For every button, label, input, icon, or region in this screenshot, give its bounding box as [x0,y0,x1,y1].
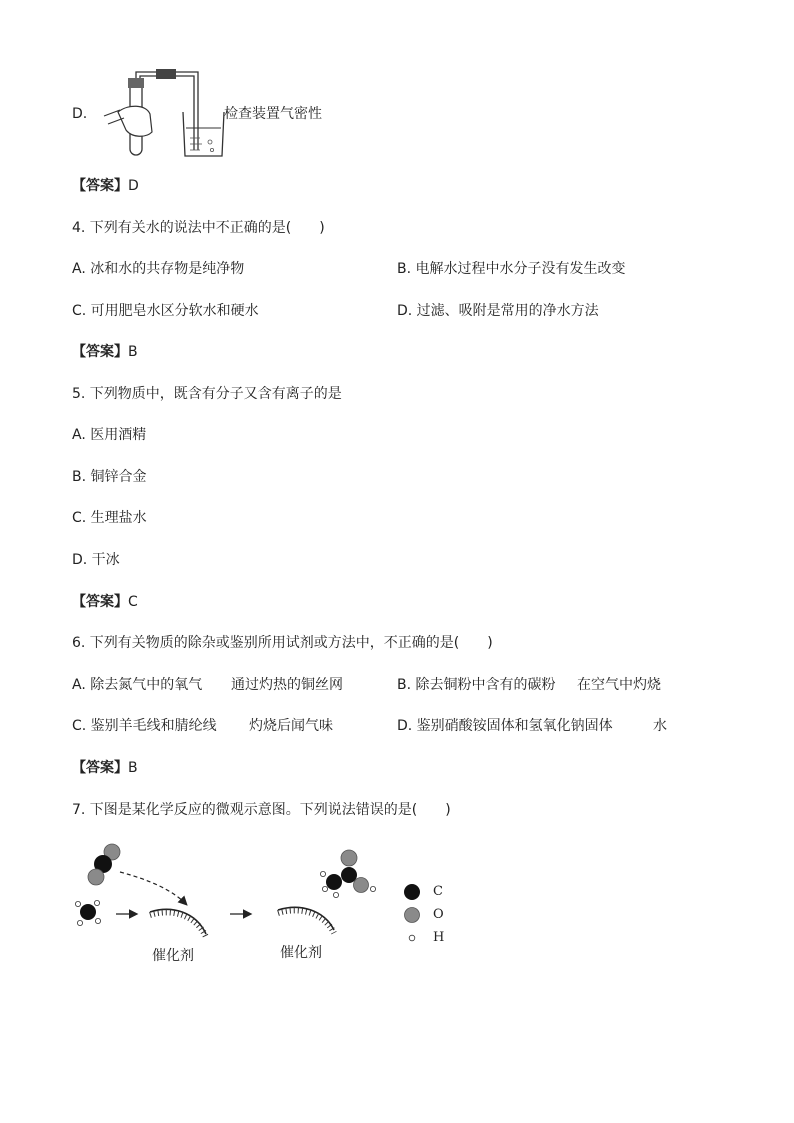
q6-option-c: C. 鉴别羊毛线和腈纶线 [72,718,217,734]
q6-option-d: D. 鉴别硝酸铵固体和氢氧化钠固体 [397,718,613,734]
q4-option-b: B. 电解水过程中水分子没有发生改变 [397,261,626,277]
answer-label: 【答案】 [72,760,128,776]
answer-label: 【答案】 [72,344,128,360]
legend-label-h: H [433,930,445,945]
answer-value: B [128,344,138,360]
q5-option-a: A. 医用酒精 [72,427,147,443]
answer-label: 【答案】 [72,178,128,194]
answer-label: 【答案】 [72,594,128,610]
answer-value: D [128,178,139,194]
q6-answer [72,759,138,777]
q4-option-c: C. 可用肥皂水区分软水和硬水 [72,303,259,319]
q4-answer [72,343,138,361]
q4-option-d: D. 过滤、吸附是常用的净水方法 [397,303,599,319]
catalyst-label-2: 催化剂 [280,945,322,961]
answer-value: C [128,594,138,610]
q6-option-d-method: 水 [653,718,667,734]
answer-value: B [128,760,138,776]
q5-option-d: D. 干冰 [72,552,120,568]
legend-hydrogen-dot [409,935,415,941]
q5-answer [72,593,138,611]
q4-stem: 4. 下列有关水的说法中不正确的是( ) [72,220,325,236]
legend-label-o: O [433,907,444,922]
legend-label-c: C [433,884,443,899]
legend-carbon-dot [404,884,420,900]
q7-stem: 7. 下图是某化学反应的微观示意图。下列说法错误的是( ) [72,802,451,818]
q6-option-a-method: 通过灼热的铜丝网 [231,677,343,693]
q6-option-b-method: 在空气中灼烧 [577,677,661,693]
q5-option-c: C. 生理盐水 [72,510,147,526]
legend-oxygen-dot [405,908,420,923]
q3-option-d-letter: D. [72,106,88,122]
q6-stem: 6. 下列有关物质的除杂或鉴别所用试剂或方法中，不正确的是( ) [72,635,493,651]
q3-answer [72,177,139,195]
q5-option-b: B. 铜锌合金 [72,469,147,485]
q6-option-c-method: 灼烧后闻气味 [249,718,333,734]
q3-option-d-caption: 检查装置气密性 [224,106,322,122]
q6-option-b: B. 除去铜粉中含有的碳粉 [397,677,556,693]
catalyst-label-1: 催化剂 [152,948,194,964]
q5-stem: 5. 下列物质中，既含有分子又含有离子的是 [72,386,342,402]
q4-option-a: A. 冰和水的共存物是纯净物 [72,261,245,277]
q6-option-a: A. 除去氮气中的氧气 [72,677,203,693]
